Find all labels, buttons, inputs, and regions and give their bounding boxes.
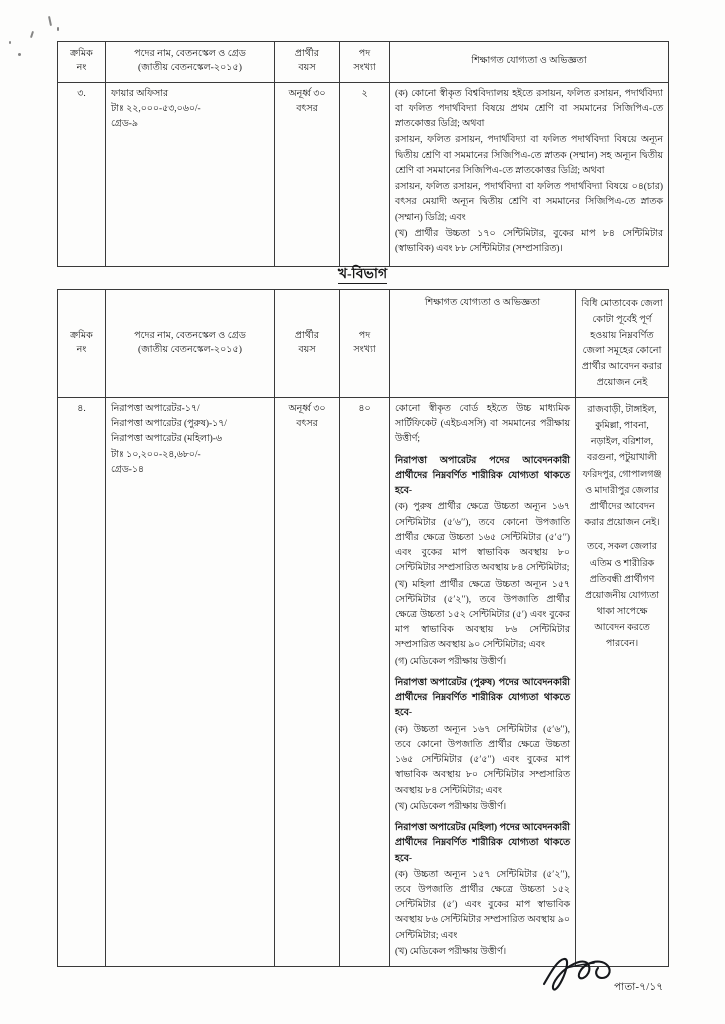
scan-speckle [9, 41, 11, 44]
column-header-age [275, 290, 340, 398]
age-line1: অনূর্ধ্ব ৩০ [288, 88, 326, 99]
column-header-count [340, 290, 390, 398]
orphan-disabled-note: তবে, সকল জেলার এতিম ও শারীরিক প্রতিবন্ধী প্রার্থীগণ প্রয়োজনীয় যোগ্যতা থাকা সাপেক্ষে আবেদন করতে পারবেন। [584, 542, 660, 650]
column-header-serial [58, 290, 106, 398]
column-header-age [275, 42, 340, 83]
scan-speckle [57, 27, 59, 31]
section-heading-text: খ-বিভাগ [337, 267, 388, 282]
cell-serial-number: ৪. [58, 397, 106, 966]
excluded-district-list: রাজবাড়ী, টাঙ্গাইল, কুমিল্লা, পাবনা, নড়াইল, বরিশাল, বরগুনা, পটুয়াখালী ফরিদপুর, গোপালগঞ্জ ও মাদারীপুর জেলার প্রার্থীদের আবেদন করার প্রয়োজন নেই। [582, 404, 662, 529]
qualification-paragraph: (ক) পুরুষ প্রার্থীর ক্ষেত্রে উচ্চতা অন্যূন ১৬৭ সেন্টিমিটার (৫′৬′′), তবে কোনো উপজাতি প্রার্থীর ক্ষেত্রে উচ্চতা ১৬৫ সেন্টিমিটার (৫′৫′′) এবং বুকের মাপ স্বাভাবিক অবস্থায় ৮০ সেন্টিমিটার সম্প্রসারিত অবস্থায় ৮৪ সেন্টিমিটার; [395, 502, 570, 574]
post-name-line: নিরাপত্তা অপারেটর (পুরুষ)-১৭/ [111, 419, 227, 430]
post-name-line: গ্রেড-৯ [111, 119, 138, 130]
age-header-line1: প্রার্থীর [294, 48, 320, 59]
section-heading [0, 262, 725, 286]
age-line2: বৎসর [296, 419, 318, 430]
serial-header-line2: নং [76, 343, 87, 355]
qualification-paragraph: (খ) মেডিকেল পরীক্ষায় উত্তীর্ণ। [395, 946, 507, 957]
scan-speckle [48, 16, 52, 26]
table-row [58, 82, 669, 266]
serial-header-line2: নং [76, 62, 87, 74]
cell-age-limit [275, 82, 340, 266]
column-header-district-quota-note: বিধি মোতাবেক জেলা কোটা পূর্বেই পূর্ণ হওয়ায় নিম্নবর্ণিত জেলা সমূহের কোনো প্রার্থীর আবেদন করার প্রয়োজন নেই [576, 290, 669, 398]
qualification-paragraph: নিরাপত্তা অপারেটর পদের আবেদনকারী প্রার্থীদের নিম্নবর্ণিত শারীরিক যোগ্যতা থাকতে হবে- [395, 455, 570, 497]
qualification-table-section-ka [57, 41, 669, 267]
qualification-table-section-kha [57, 289, 669, 967]
qualification-paragraph: নিরাপত্তা অপারেটর (পুরুষ) পদের আবেদনকারী প্রার্থীদের নিম্নবর্ণিত শারীরিক যোগ্যতা থাকতে হবে- [395, 677, 570, 719]
post-name-line: গ্রেড-১৪ [111, 464, 145, 475]
table-header-row [58, 290, 669, 398]
post-header-line1: পদের নাম, বেতনস্কেল ও গ্রেড [134, 329, 246, 341]
scan-speckle [18, 53, 21, 56]
post-name-line: ফায়ার অফিসার [111, 88, 169, 99]
cell-qualification [390, 82, 669, 266]
column-header-count [340, 42, 390, 83]
qualification-paragraph: (খ) প্রার্থীর উচ্চতা ১৭০ সেন্টিমিটার, বুকের মাপ ৮৪ সেন্টিমিটার (স্বাভাবিক) এবং ৮৮ সেন্টিমিটার (সম্প্রসারিত)। [395, 228, 663, 255]
post-header-line2: (জাতীয় বেতনস্কেল-২০১৫) [138, 343, 242, 355]
count-header-line1: পদ [358, 329, 371, 341]
qualification-paragraph: (খ) মেডিকেল পরীক্ষায় উত্তীর্ণ। [395, 801, 507, 812]
post-name-line: টাঃ ১০,২০০-২৪,৬৮০/- [111, 449, 201, 460]
qualification-paragraph: (গ) মেডিকেল পরীক্ষায় উত্তীর্ণ। [395, 656, 507, 667]
qualification-paragraph: রসায়ন, ফলিত রসায়ন, পদার্থবিদ্যা বা ফলিত পদার্থবিদ্যা বিষয়ে অন্যূন দ্বিতীয় শ্রেণি বা সমমানের সিজিপিএ-তে স্নাতক (সম্মান) সহ অন্যূন দ্বিতীয় শ্রেণি বা সমমানের সিজিপিএ-তে স্নাতকোত্তর ডিগ্রি; অথবা [395, 135, 663, 176]
table-row [58, 397, 669, 966]
age-header-line1: প্রার্থীর [294, 329, 320, 341]
column-header-serial [58, 42, 106, 83]
serial-header-line1: ক্রমিক [70, 329, 93, 341]
age-header-line2: বয়স [298, 62, 316, 74]
post-name-line: নিরাপত্তা অপারেটর (মহিলা)-৬ [111, 434, 222, 445]
count-header-line2: সংখ্যা [353, 62, 376, 74]
qualification-paragraph: (ক) উচ্চতা অন্যূন ১৫৭ সেন্টিমিটার (৫′২′′), তবে উপজাতি প্রার্থীর ক্ষেত্রে উচ্চতা ১৫২ সেন্টিমিটার (৫′) এবং বুকের মাপ স্বাভাবিক অবস্থায় ৮৬ সেন্টিমিটার সম্প্রসারিত অবস্থায় ৯০ সেন্টিমিটার; এবং [395, 869, 570, 941]
cell-serial-number: ৩. [58, 82, 106, 266]
qualification-paragraph: (ক) কোনো স্বীকৃত বিশ্ববিদ্যালয় হইতে রসায়ন, ফলিত রসায়ন, পদার্থবিদ্যা বা ফলিত পদার্থবিদ্যা বিষয়ে প্রথম শ্রেণি বা সমমানের সিজিপিএ-তে স্নাতকোত্তর ডিগ্রি; অথবা [395, 88, 663, 130]
cell-qualification [390, 397, 576, 966]
cell-post-count: ৪০ [340, 397, 390, 966]
column-header-qualification: শিক্ষাগত যোগ্যতা ও অভিজ্ঞতা [390, 42, 669, 83]
count-header-line2: সংখ্যা [353, 343, 376, 355]
column-header-post [106, 42, 275, 83]
qualification-paragraph: (খ) মহিলা প্রার্থীর ক্ষেত্রে উচ্চতা অন্যূন ১৫৭ সেন্টিমিটার (৫′২′′), তবে উপজাতি প্রার্থীর ক্ষেত্রে উচ্চতা ১৫২ সেন্টিমিটার (৫′) এবং বুকের মাপ স্বাভাবিক অবস্থায় ৮৬ সেন্টিমিটার সম্প্রসারিত অবস্থায় ৯০ সেন্টিমিটার; এবং [395, 579, 570, 651]
column-header-qualification: শিক্ষাগত যোগ্যতা ও অভিজ্ঞতা [390, 290, 576, 398]
cell-excluded-districts [576, 397, 669, 966]
serial-header-line1: ক্রমিক [70, 48, 93, 59]
count-header-line1: পদ [358, 48, 371, 59]
qualification-paragraph: রসায়ন, ফলিত রসায়ন, পদার্থবিদ্যা বা ফলিত পদার্থবিদ্যা বিষয়ে ০৪(চার) বৎসর মেয়াদী অন্যূন দ্বিতীয় শ্রেণি বা সমমানের সিজিপিএ-তে স্নাতক (সম্মান) ডিগ্রি; এবং [395, 182, 663, 223]
cell-post-name [106, 82, 275, 266]
qualification-paragraph: (ক) উচ্চতা অন্যূন ১৬৭ সেন্টিমিটার (৫′৬′′), তবে কোনো উপজাতি প্রার্থীর ক্ষেত্রে উচ্চতা ১৬৫ সেন্টিমিটার (৫′৫′′) এবং বুকের মাপ স্বাভাবিক অবস্থায় ৮০ সেন্টিমিটার সম্প্রসারিত অবস্থায় ৮৪ সেন্টিমিটার; এবং [395, 724, 570, 796]
age-line2: বৎসর [296, 104, 318, 115]
age-line1: অনূর্ধ্ব ৩০ [288, 403, 326, 414]
page-number: পাতা-৭/১৭ [614, 982, 664, 993]
table-body [58, 82, 669, 266]
qualification-paragraph: কোনো স্বীকৃত বোর্ড হইতে উচ্চ মাধ্যমিক সার্টিফিকেট (এইচএসসি) বা সমমানের পরীক্ষায় উত্তীর্ণ; [395, 403, 570, 445]
cell-post-count: ২ [340, 82, 390, 266]
scan-speckle [30, 31, 34, 38]
post-header-line1: পদের নাম, বেতনস্কেল ও গ্রেড [134, 48, 246, 59]
post-name-line: নিরাপত্তা অপারেটর-১৭/ [111, 403, 200, 414]
qualification-paragraph: নিরাপত্তা অপারেটর (মহিলা) পদের আবেদনকারী প্রার্থীদের নিম্নবর্ণিত শারীরিক যোগ্যতা থাকতে হবে- [395, 823, 570, 864]
cell-post-name [106, 397, 275, 966]
column-header-post [106, 290, 275, 398]
cell-age-limit [275, 397, 340, 966]
age-header-line2: বয়স [298, 343, 316, 355]
post-header-line2: (জাতীয় বেতনস্কেল-২০১৫) [138, 62, 242, 74]
table-body [58, 397, 669, 966]
table-header-row [58, 42, 669, 83]
post-name-line: টাঃ ২২,০০০-৫৩,০৬০/- [111, 104, 201, 115]
